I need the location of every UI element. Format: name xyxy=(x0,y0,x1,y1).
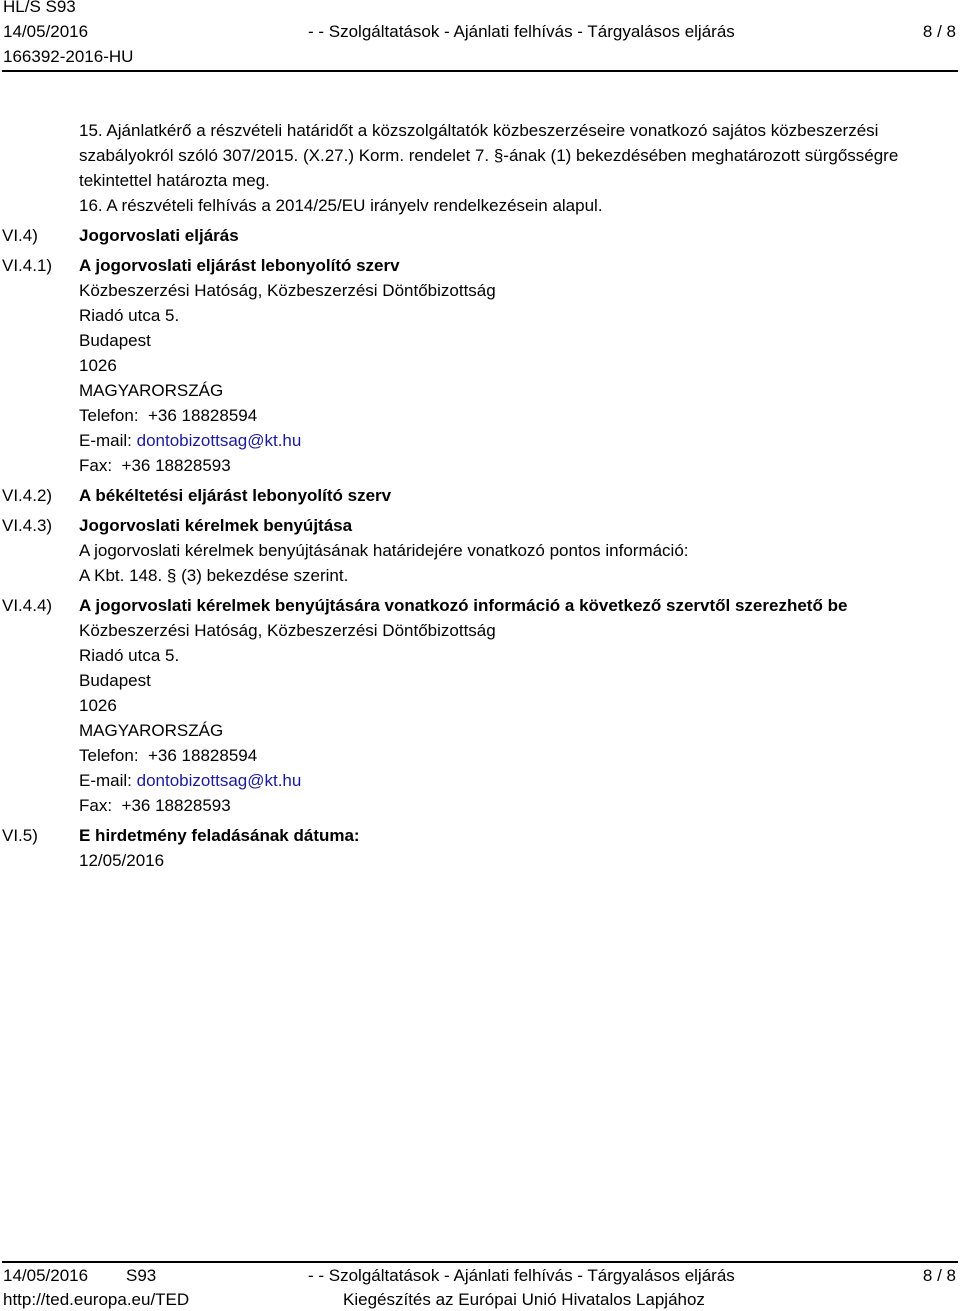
vi41-city: Budapest xyxy=(79,331,151,350)
section-title-vi42: A békéltetési eljárást lebonyolító szerv xyxy=(79,486,392,505)
vi44-city: Budapest xyxy=(79,671,151,690)
paragraph-15-line2: szabályokról szóló 307/2015. (X.27.) Korm. rendelet 7. §-ának (1) bekezdésében meghatározott sürgősségre xyxy=(79,146,899,165)
vi41-street: Riadó utca 5. xyxy=(79,306,180,325)
email-link[interactable]: dontobizottsag@kt.hu xyxy=(136,431,302,450)
fax-label: Fax: xyxy=(79,456,113,475)
section-title-vi5: E hirdetmény feladásának dátuma: xyxy=(79,826,360,845)
section-number-vi42: VI.4.2) xyxy=(2,486,53,505)
footer-rule xyxy=(2,1261,958,1263)
vi41-organisation: Közbeszerzési Hatóság, Közbeszerzési Döntőbizottság xyxy=(79,281,496,300)
header-ref: 166392-2016-HU xyxy=(3,47,134,66)
vi41-postcode: 1026 xyxy=(79,356,117,375)
vi44-email xyxy=(79,771,301,791)
section-number-vi43: VI.4.3) xyxy=(2,516,53,535)
email-link[interactable]: dontobizottsag@kt.hu xyxy=(136,771,302,790)
phone-value: +36 18828594 xyxy=(148,406,258,425)
section-title-vi44: A jogorvoslati kérelmek benyújtására vonatkozó információ a következő szervtől szerezhető be xyxy=(79,596,848,615)
section-number-vi4: VI.4) xyxy=(2,226,38,245)
vi43-line1: A jogorvoslati kérelmek benyújtásának határidejére vonatkozó pontos információ: xyxy=(79,541,689,560)
vi44-postcode: 1026 xyxy=(79,696,117,715)
fax-value: +36 18828593 xyxy=(121,456,231,475)
phone-label: Telefon: xyxy=(79,746,139,765)
header-page-number: 8 / 8 xyxy=(922,22,956,41)
section-title-vi41: A jogorvoslati eljárást lebonyolító szerv xyxy=(79,256,400,275)
fax-label: Fax: xyxy=(79,796,113,815)
dispatch-date: 12/05/2016 xyxy=(79,851,165,870)
section-number-vi5: VI.5) xyxy=(2,826,38,845)
footer-page-number: 8 / 8 xyxy=(922,1266,956,1285)
footer-publisher: Kiegészítés az Európai Unió Hivatalos Lapjához xyxy=(343,1290,705,1309)
header-date: 14/05/2016 xyxy=(3,22,89,41)
phone-value: +36 18828594 xyxy=(148,746,258,765)
paragraph-16: 16. A részvételi felhívás a 2014/25/EU irányelv rendelkezésein alapul. xyxy=(79,196,603,215)
footer-title: - - Szolgáltatások - Ajánlati felhívás - Tárgyalásos eljárás xyxy=(308,1266,735,1285)
header-rule xyxy=(2,70,958,72)
vi44-country: MAGYARORSZÁG xyxy=(79,721,224,740)
paragraph-15-line1: 15. Ajánlatkérő a részvételi határidőt a közszolgáltatók közbeszerzéseire vonatkozó sajátos közbeszerzési xyxy=(79,121,879,140)
vi44-phone xyxy=(79,746,257,766)
footer-date: 14/05/2016 xyxy=(3,1266,89,1285)
footer-url-link[interactable]: http://ted.europa.eu/TED xyxy=(3,1290,190,1309)
vi44-fax xyxy=(79,796,231,816)
email-label: E-mail: xyxy=(79,771,132,790)
vi44-organisation: Közbeszerzési Hatóság, Közbeszerzési Döntőbizottság xyxy=(79,621,496,640)
footer-series: S93 xyxy=(126,1266,157,1285)
vi41-email xyxy=(79,431,301,451)
doc-code: HL/S S93 xyxy=(3,0,76,16)
paragraph-15-line3: tekintettel határozta meg. xyxy=(79,171,270,190)
fax-value: +36 18828593 xyxy=(121,796,231,815)
vi44-street: Riadó utca 5. xyxy=(79,646,180,665)
header-title: - - Szolgáltatások - Ajánlati felhívás - Tárgyalásos eljárás xyxy=(308,22,735,41)
section-title-vi43: Jogorvoslati kérelmek benyújtása xyxy=(79,516,353,535)
section-number-vi41: VI.4.1) xyxy=(2,256,53,275)
vi41-fax xyxy=(79,456,231,476)
email-label: E-mail: xyxy=(79,431,132,450)
phone-label: Telefon: xyxy=(79,406,139,425)
vi41-country: MAGYARORSZÁG xyxy=(79,381,224,400)
vi41-phone xyxy=(79,406,257,426)
section-title-vi4: Jogorvoslati eljárás xyxy=(79,226,239,245)
section-number-vi44: VI.4.4) xyxy=(2,596,53,615)
vi43-line2: A Kbt. 148. § (3) bekezdése szerint. xyxy=(79,566,349,585)
